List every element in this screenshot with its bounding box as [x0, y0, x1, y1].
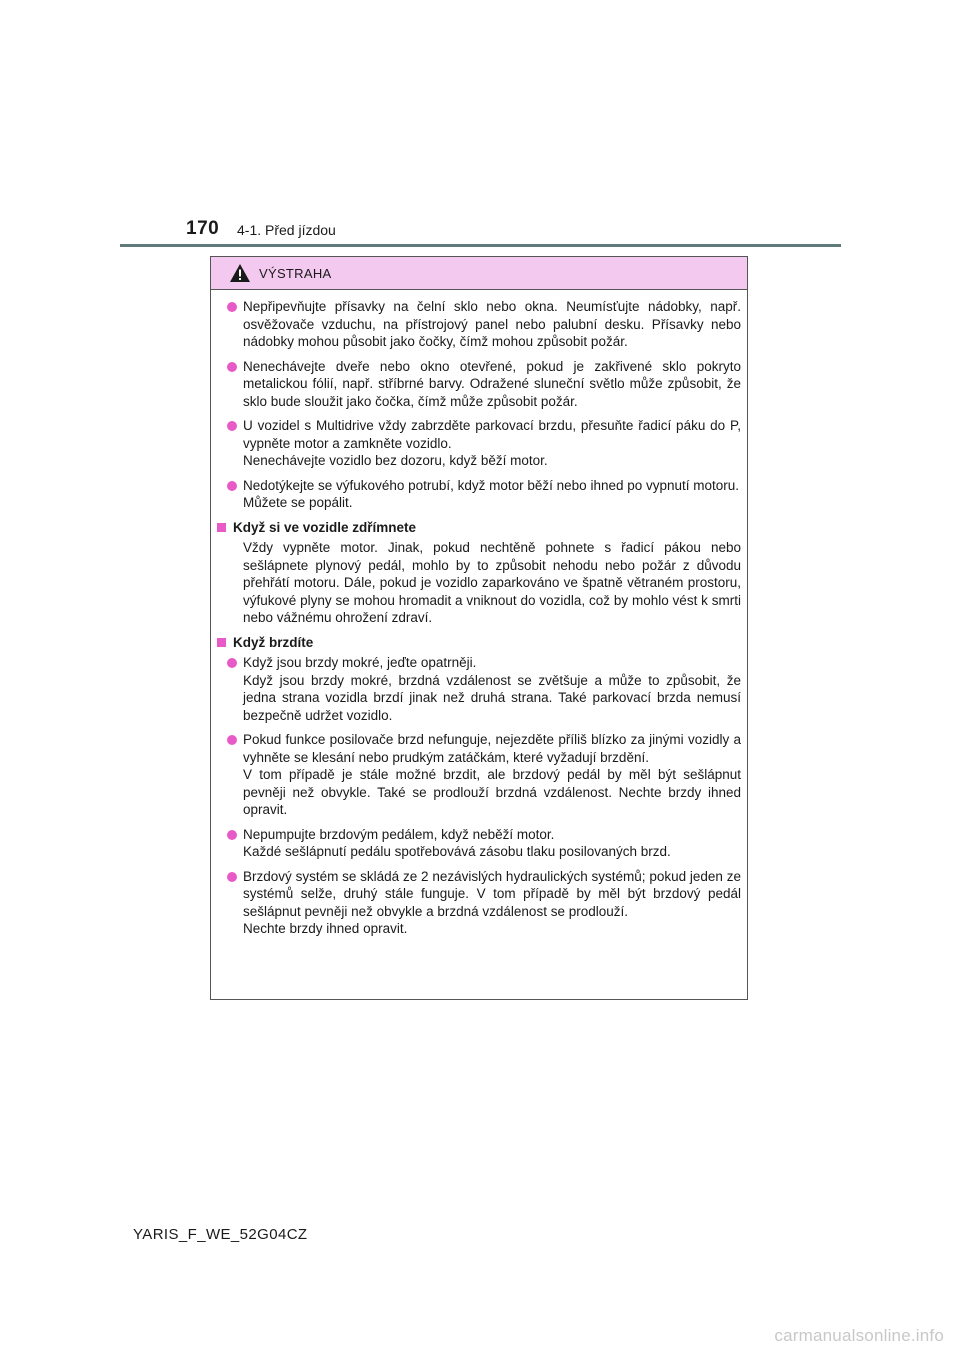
brake-item: Když jsou brzdy mokré, jeďte opatrněji. Když jsou brzdy mokré, brzdná vzdálenost se zvětšuje a může to způsobit, že jedna strana vozidla brzdí jinak než druhá strana. Také parkovací brzda nemusí bezpečně udržet vozidlo. [215, 654, 741, 724]
bullet-dot-icon [227, 421, 237, 431]
bullet-dot-icon [227, 481, 237, 491]
brake-item: Brzdový systém se skládá ze 2 nezávislých hydraulických systémů; pokud jeden ze systémů selže, druhý stále funguje. V tom případě by měl být brzdový pedál sešlápnut pevněji než obvykle a brzdná vzdálenost se prodlouží. Nechte brzdy ihned opravit. [215, 868, 741, 938]
warning-label: VÝSTRAHA [259, 265, 332, 281]
bullet-dot-icon [227, 735, 237, 745]
subheading-nap: Když si ve vozidle zdřímnete [215, 519, 741, 537]
brake-item: Pokud funkce posilovače brzd nefunguje, nejezděte příliš blízko za jinými vozidly a vyhněte se klesání nebo prudkým zatáčkám, které vyžadují brzdění. V tom případě je stále možné brzdit, ale brzdový pedál by měl být sešlápnut pevněji než obvykle. Také se prodlouží brzdná vzdálenost. Nechte brzdy ihned opravit. [215, 731, 741, 819]
bullet-dot-icon [227, 302, 237, 312]
bullet-square-icon [217, 638, 226, 647]
paragraph-nap: Vždy vypněte motor. Jinak, pokud nechtěně pohnete s řadicí pákou nebo sešlápnete plynový pedál, mohlo by to způsobit nehodu nebo požár z důvodu přehřátí motoru. Dále, pokud je vozidlo zaparkováno ve špatně větraném prostoru, výfukové plyny se mohou hromadit a vniknout do vozidla, což by mohlo vést k smrti nebo vážnému ohrožení zdraví. [243, 540, 741, 625]
bullet-dot-icon [227, 872, 237, 882]
warning-box [210, 256, 748, 1000]
subheading-brake: Když brzdíte [215, 634, 741, 652]
bullet-dot-icon [227, 830, 237, 840]
warning-body [211, 290, 747, 938]
watermark: carmanualsonline.info [774, 1326, 944, 1345]
warning-item: U vozidel s Multidrive vždy zabrzděte parkovací brzdu, přesuňte řadicí páku do P, vypněte motor a zamkněte vozidlo. Nenechávejte vozidlo bez dozoru, když běží motor. [215, 417, 741, 470]
footer-code: YARIS_F_WE_52G04CZ [133, 1226, 308, 1243]
warning-triangle-icon [229, 263, 251, 283]
page-number: 170 [186, 218, 220, 239]
warning-header [211, 257, 747, 290]
section-title: 4-1. Před jízdou [237, 222, 336, 238]
bullet-square-icon [217, 523, 226, 532]
warning-item: Nenechávejte dveře nebo okno otevřené, pokud je zakřivené sklo pokryto metalickou fólií, např. stříbrné barvy. Odražené sluneční světlo může způsobit, že sklo bude sloužit jako čočka, čímž může způsobit požár. [215, 358, 741, 411]
bullet-dot-icon [227, 658, 237, 668]
warning-item: Nedotýkejte se výfukového potrubí, když motor běží nebo ihned po vypnutí motoru. Můžete se popálit. [215, 477, 741, 512]
bullet-dot-icon [227, 362, 237, 372]
header-rule [120, 244, 841, 247]
warning-item: Nepřipevňujte přísavky na čelní sklo nebo okna. Neumísťujte nádobky, např. osvěžovače vzduchu, na přístrojový panel nebo palubní desku. Přísavky nebo nádobky mohou působit jako čočky, čímž mohou způsobit požár. [215, 298, 741, 351]
brake-item: Nepumpujte brzdovým pedálem, když neběží motor. Každé sešlápnutí pedálu spotřebovává zásobu tlaku posilovaných brzd. [215, 826, 741, 861]
